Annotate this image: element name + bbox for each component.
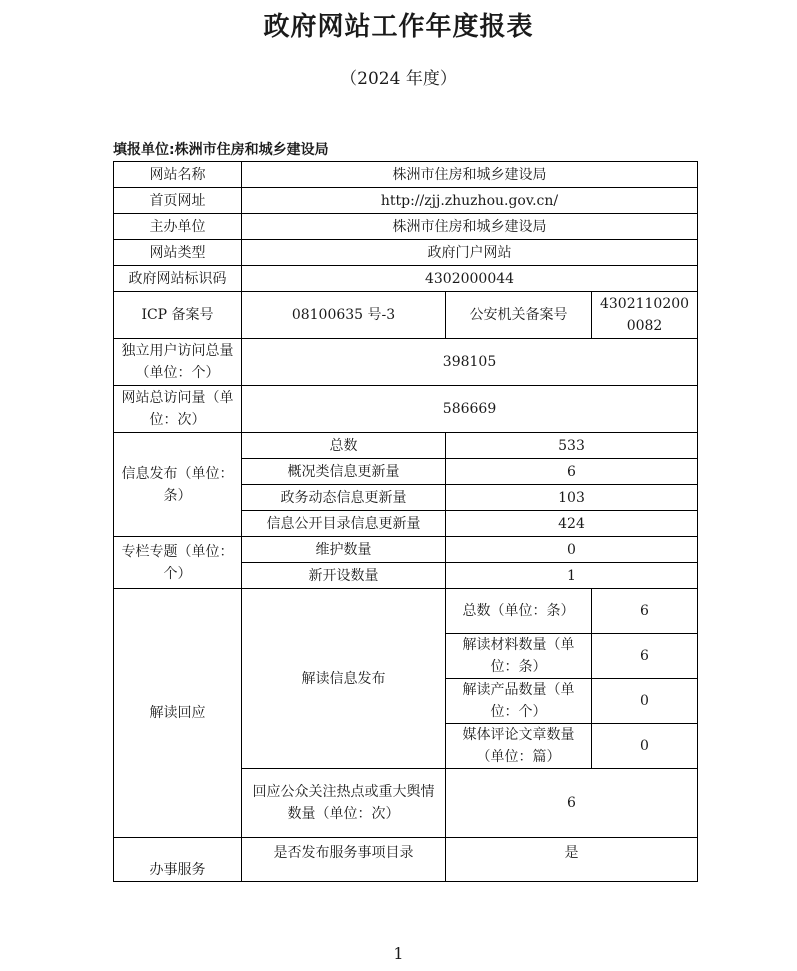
report-year: （2024 年度） bbox=[340, 69, 457, 89]
info-item-value: 6 bbox=[446, 459, 698, 485]
site-id-value: 4302000044 bbox=[242, 266, 698, 292]
info-item-label: 政务动态信息更新量 bbox=[242, 485, 446, 511]
interpretation-label: 解读回应 bbox=[114, 589, 242, 838]
row-sponsor bbox=[114, 214, 698, 240]
report-table bbox=[113, 161, 698, 882]
row-site-type bbox=[114, 240, 698, 266]
columns-item-value: 0 bbox=[446, 537, 698, 563]
site-name-value: 株洲市住房和城乡建设局 bbox=[242, 162, 698, 188]
row-site-id bbox=[114, 266, 698, 292]
site-type-value: 政府门户网站 bbox=[242, 240, 698, 266]
sponsor-value: 株洲市住房和城乡建设局 bbox=[242, 214, 698, 240]
row-total-visits bbox=[114, 386, 698, 433]
info-item-label: 信息公开目录信息更新量 bbox=[242, 511, 446, 537]
police-record-label: 公安机关备案号 bbox=[446, 292, 592, 339]
interp-item-value: 0 bbox=[592, 679, 698, 724]
info-item-value: 103 bbox=[446, 485, 698, 511]
site-id-label: 政府网站标识码 bbox=[114, 266, 242, 292]
interp-item-value: 0 bbox=[592, 724, 698, 769]
site-name-label: 网站名称 bbox=[114, 162, 242, 188]
info-item-value: 424 bbox=[446, 511, 698, 537]
columns-item-label: 维护数量 bbox=[242, 537, 446, 563]
page-title: 政府网站工作年度报表 bbox=[263, 12, 534, 42]
services-label: 办事服务 bbox=[114, 838, 242, 882]
row-icp bbox=[114, 292, 698, 339]
row-interp-total bbox=[114, 589, 698, 634]
total-visits-value: 586669 bbox=[242, 386, 698, 433]
interp-item-label: 总数（单位：条） bbox=[446, 589, 592, 634]
row-homepage bbox=[114, 188, 698, 214]
icp-label: ICP 备案号 bbox=[114, 292, 242, 339]
homepage-label: 首页网址 bbox=[114, 188, 242, 214]
services-item-value: 是 bbox=[446, 838, 698, 882]
info-item-label: 总数 bbox=[242, 433, 446, 459]
interp-item-label: 解读产品数量（单位：个） bbox=[446, 679, 592, 724]
row-columns-maintained bbox=[114, 537, 698, 563]
homepage-url[interactable]: http://zjj.zhuzhou.gov.cn/ bbox=[242, 188, 698, 214]
icp-value: 08100635 号-3 bbox=[242, 292, 446, 339]
sponsor-label: 主办单位 bbox=[114, 214, 242, 240]
interp-item-value: 6 bbox=[592, 634, 698, 679]
info-item-label: 概况类信息更新量 bbox=[242, 459, 446, 485]
services-item-label: 是否发布服务事项目录 bbox=[242, 838, 446, 882]
columns-label: 专栏专题（单位：个） bbox=[114, 537, 242, 589]
row-unique-visitors bbox=[114, 339, 698, 386]
columns-item-value: 1 bbox=[446, 563, 698, 589]
row-info-total bbox=[114, 433, 698, 459]
info-item-value: 533 bbox=[446, 433, 698, 459]
unique-visitors-value: 398105 bbox=[242, 339, 698, 386]
interp-item-label: 媒体评论文章数量（单位：篇） bbox=[446, 724, 592, 769]
interp-item-label: 解读材料数量（单位：条） bbox=[446, 634, 592, 679]
police-record-value: 43021102000082 bbox=[592, 292, 698, 339]
interp-item-value: 6 bbox=[592, 589, 698, 634]
response-label: 回应公众关注热点或重大舆情数量（单位：次） bbox=[242, 769, 446, 838]
total-visits-label: 网站总访问量（单位：次） bbox=[114, 386, 242, 433]
unique-visitors-label: 独立用户访问总量（单位：个） bbox=[114, 339, 242, 386]
row-services bbox=[114, 838, 698, 882]
columns-item-label: 新开设数量 bbox=[242, 563, 446, 589]
reporting-unit: 填报单位:株洲市住房和城乡建设局 bbox=[113, 142, 329, 158]
site-type-label: 网站类型 bbox=[114, 240, 242, 266]
row-site-name bbox=[114, 162, 698, 188]
response-value: 6 bbox=[446, 769, 698, 838]
interpretation-sub-label: 解读信息发布 bbox=[242, 589, 446, 769]
info-release-label: 信息发布（单位：条） bbox=[114, 433, 242, 537]
page-number: 1 bbox=[393, 944, 404, 963]
